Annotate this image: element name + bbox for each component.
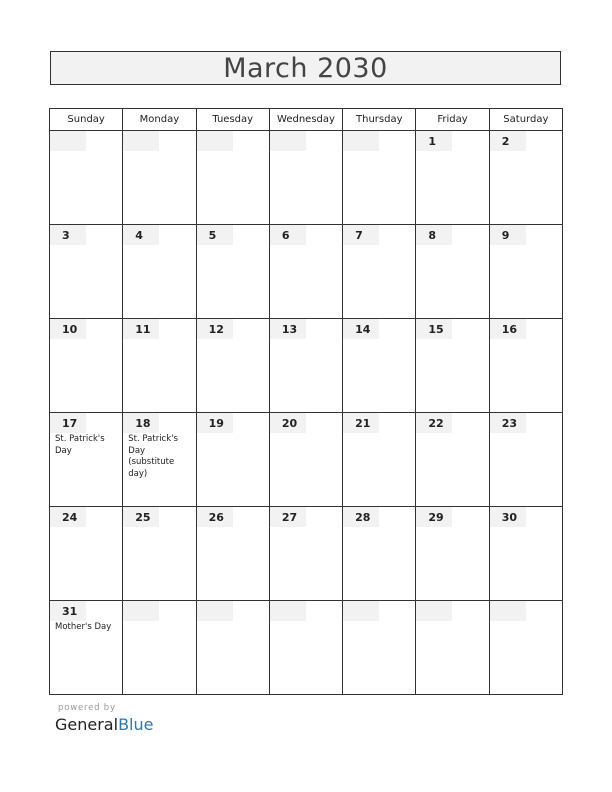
day-cell [416,507,489,601]
calendar-body [50,131,563,695]
weekday-header: Sunday [50,109,123,131]
date-number [123,131,159,151]
date-number: 26 [197,507,233,527]
day-cell [50,507,123,601]
day-cell [416,413,489,507]
day-cell [196,601,269,695]
date-number: 5 [197,225,233,245]
day-cell [343,507,416,601]
day-cell [269,413,342,507]
day-cell [416,131,489,225]
day-cell [416,319,489,413]
week-row [50,225,563,319]
date-number: 20 [270,413,306,433]
week-row [50,601,563,695]
date-number [197,601,233,621]
powered-by-text: powered by [58,703,116,713]
date-number: 1 [416,131,452,151]
day-cell [269,225,342,319]
date-number: 7 [343,225,379,245]
date-number: 22 [416,413,452,433]
date-number [343,601,379,621]
day-cell [269,131,342,225]
day-cell [269,319,342,413]
day-cell [50,131,123,225]
day-cell [50,319,123,413]
weekday-header: Thursday [343,109,416,131]
day-cell [123,319,196,413]
date-number [270,131,306,151]
day-cell [196,319,269,413]
date-number: 11 [123,319,159,339]
date-number: 8 [416,225,452,245]
brand-logo [55,715,153,734]
date-number: 18 [123,413,159,433]
date-number: 25 [123,507,159,527]
date-number: 3 [50,225,86,245]
date-number [343,131,379,151]
day-cell [343,225,416,319]
day-cell [489,225,562,319]
day-cell [269,601,342,695]
day-cell [489,601,562,695]
date-number: 9 [490,225,526,245]
weekday-header: Monday [123,109,196,131]
day-cell [196,131,269,225]
day-cell [50,413,123,507]
date-number [123,601,159,621]
weekday-header: Friday [416,109,489,131]
weekday-header: Wednesday [269,109,342,131]
brand-name-part1: General [55,715,119,734]
date-number: 16 [490,319,526,339]
date-number: 13 [270,319,306,339]
day-cell [343,413,416,507]
date-number: 19 [197,413,233,433]
day-cell [416,601,489,695]
date-number [416,601,452,621]
day-cell [343,131,416,225]
date-number: 27 [270,507,306,527]
day-cell [50,601,123,695]
day-cell [196,225,269,319]
calendar-title-box [50,51,561,85]
date-number: 23 [490,413,526,433]
day-cell [123,413,196,507]
date-number: 28 [343,507,379,527]
calendar-grid [49,108,563,695]
day-cell [50,225,123,319]
date-number: 14 [343,319,379,339]
date-number: 6 [270,225,306,245]
date-number: 2 [490,131,526,151]
weekday-header-row [50,109,563,131]
week-row [50,131,563,225]
day-cell [123,507,196,601]
day-cell [343,601,416,695]
brand-name-part2: Blue [118,715,154,734]
day-cell [123,131,196,225]
day-cell [416,225,489,319]
day-cell [123,225,196,319]
day-cell [489,131,562,225]
day-cell [196,413,269,507]
holiday-label: Mother's Day [55,622,112,632]
date-number: 30 [490,507,526,527]
date-number: 31 [50,601,86,621]
weekday-header: Tuesday [196,109,269,131]
day-cell [123,601,196,695]
day-cell [489,413,562,507]
date-number [270,601,306,621]
date-number [50,131,86,151]
holiday-label: St. Patrick's Day [55,434,105,456]
week-row [50,413,563,507]
date-number: 4 [123,225,159,245]
calendar-title: March 2030 [223,52,388,84]
date-number [490,601,526,621]
week-row [50,319,563,413]
holiday-label: St. Patrick's Day (substitute day) [128,434,178,479]
week-row [50,507,563,601]
date-number: 10 [50,319,86,339]
day-cell [269,507,342,601]
date-number: 29 [416,507,452,527]
day-cell [196,507,269,601]
day-cell [343,319,416,413]
date-number: 12 [197,319,233,339]
day-cell [489,507,562,601]
date-number: 15 [416,319,452,339]
day-cell [489,319,562,413]
date-number: 17 [50,413,86,433]
date-number [197,131,233,151]
date-number: 24 [50,507,86,527]
date-number: 21 [343,413,379,433]
weekday-header: Saturday [489,109,562,131]
